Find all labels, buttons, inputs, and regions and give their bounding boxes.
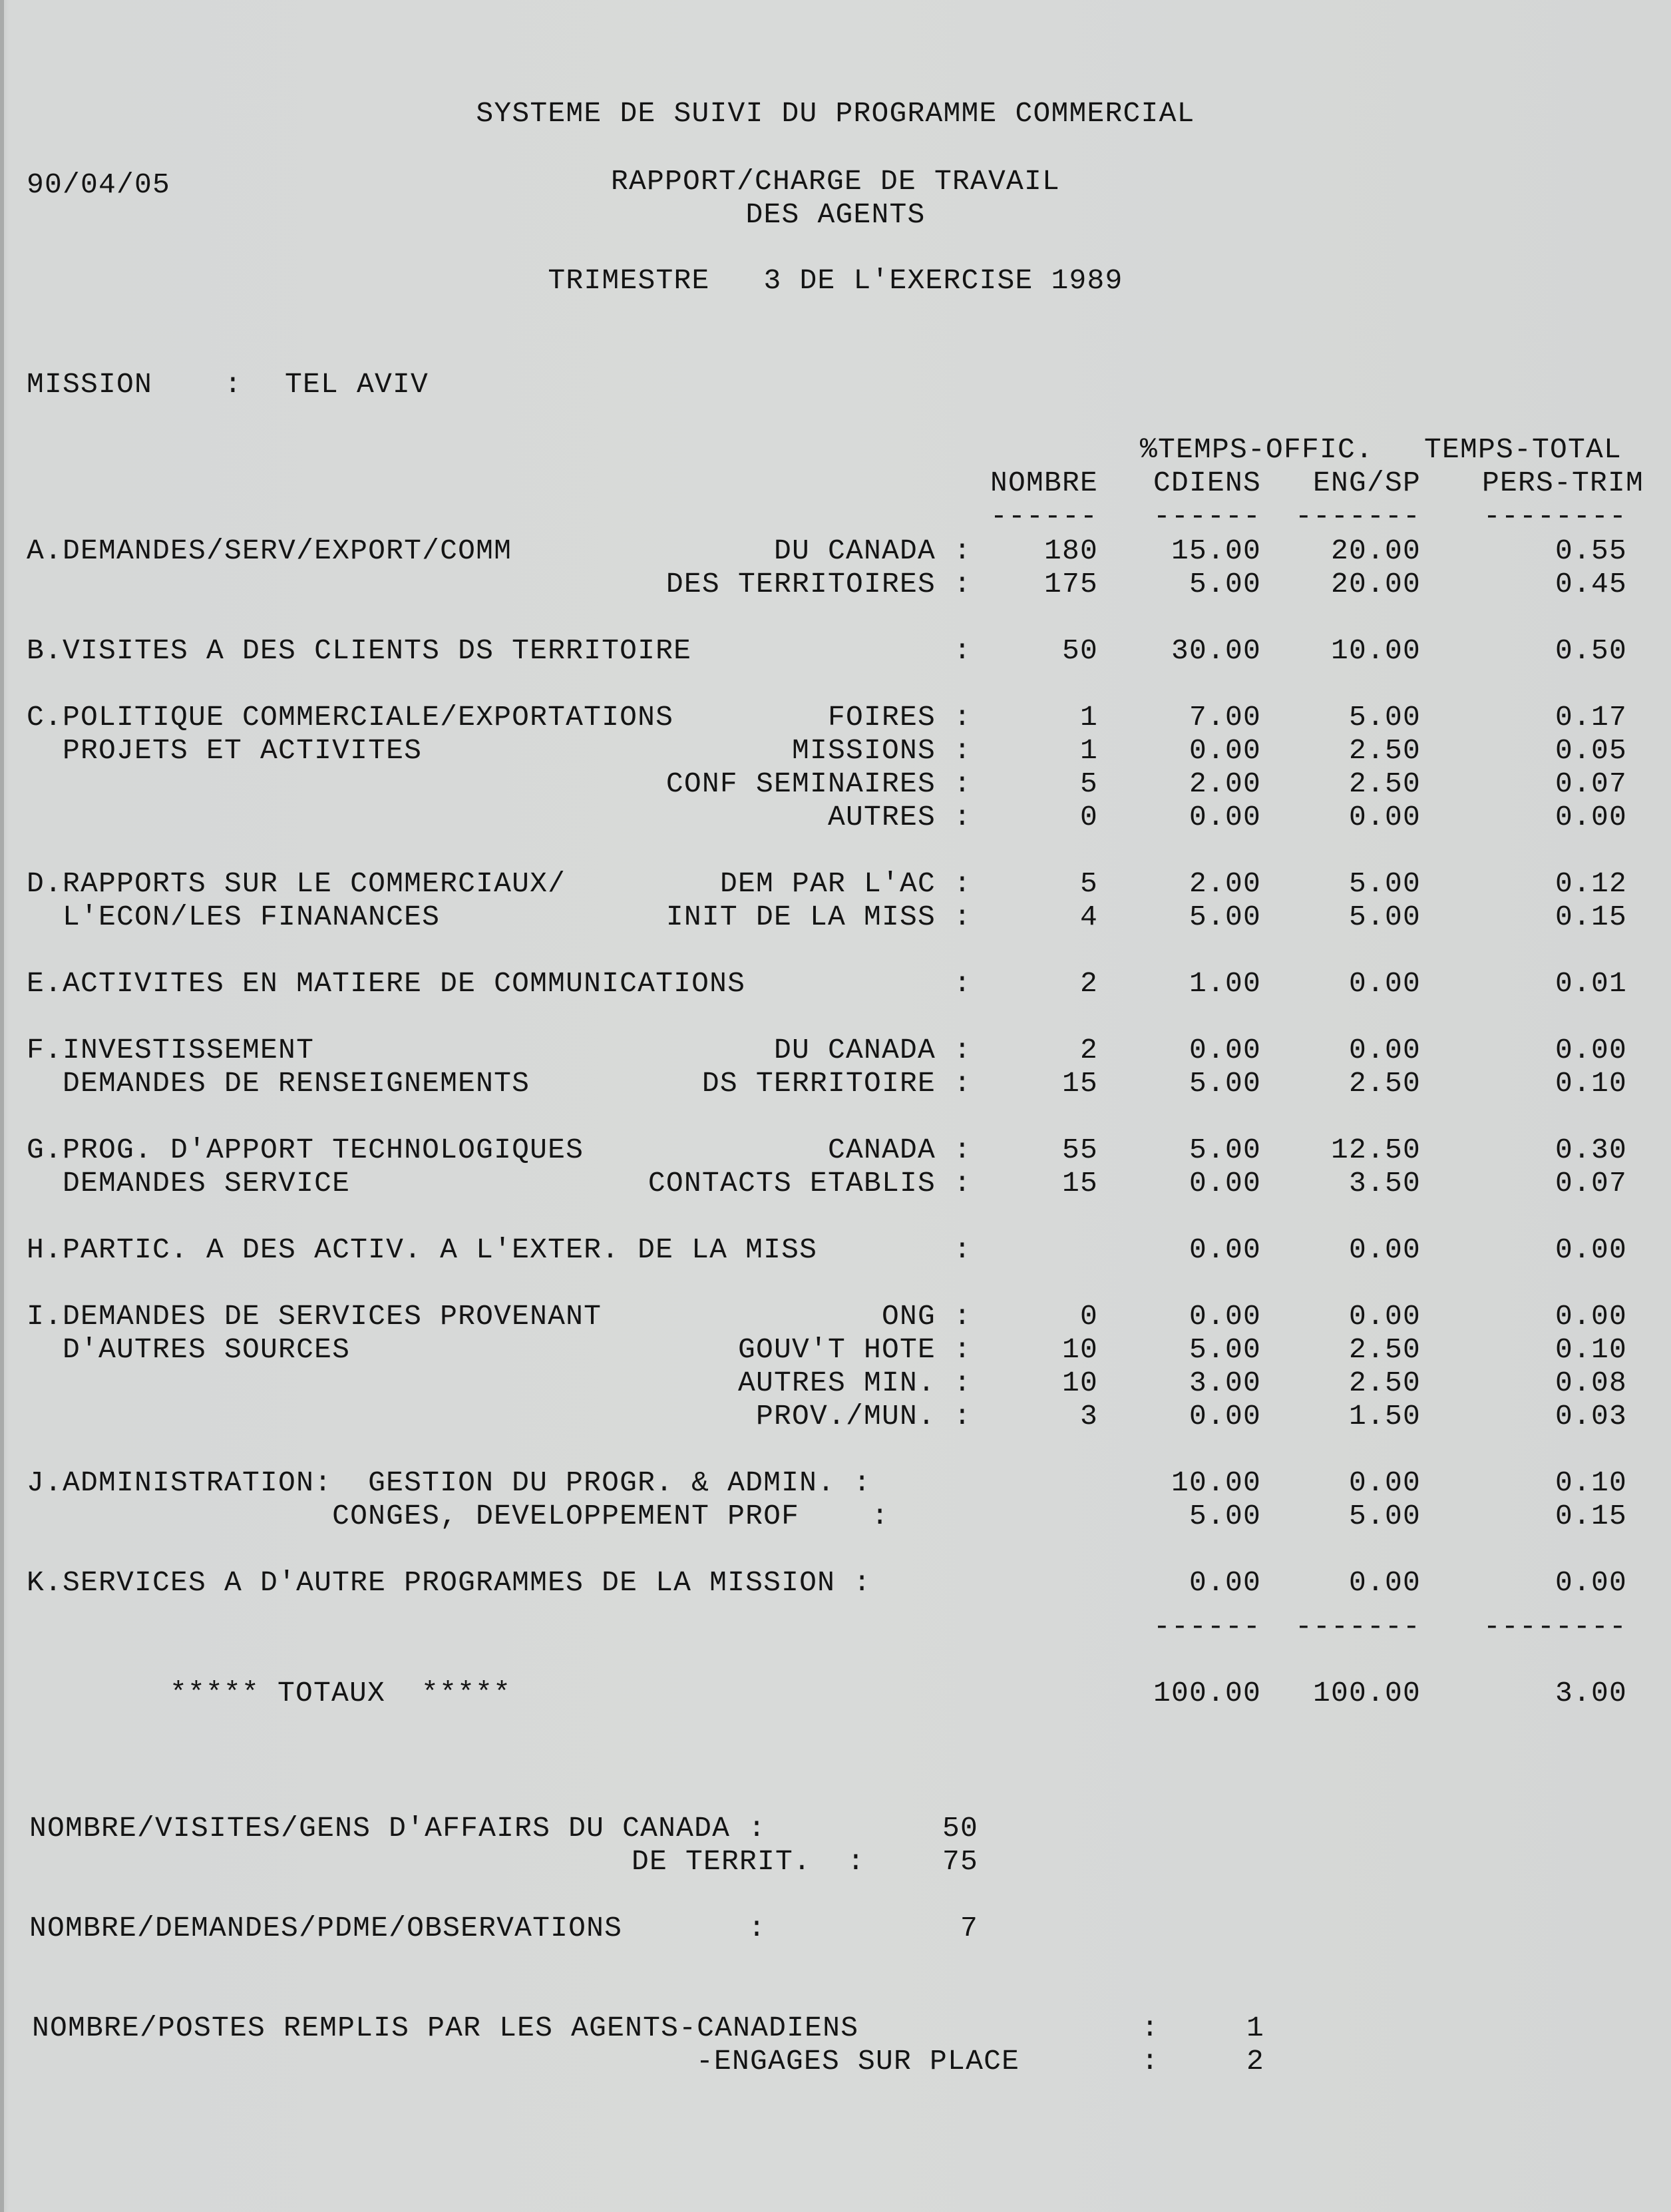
totals-rule-pers: --------	[1483, 1610, 1627, 1643]
col-header-cdiens: CDIENS	[1153, 467, 1261, 499]
row-sublabel: AUTRES MIN. :	[737, 1367, 972, 1399]
row-cdiens: 5.00	[1189, 568, 1261, 600]
row-pers-trim: 0.08	[1555, 1367, 1627, 1399]
row-eng-sp: 10.00	[1330, 634, 1421, 667]
row-cdiens: 15.00	[1171, 535, 1261, 567]
report-date: 90/04/05	[27, 168, 171, 201]
row-eng-sp: 3.50	[1348, 1167, 1421, 1200]
summary-demandes-value: 7	[960, 1912, 978, 1944]
row-pers-trim: 0.50	[1555, 634, 1627, 667]
row-sublabel: DS TERRITOIRE :	[701, 1067, 972, 1100]
row-label: A.DEMANDES/SERV/EXPORT/COMM	[27, 535, 512, 567]
row-eng-sp: 0.00	[1348, 1233, 1421, 1266]
col-rule-nombre: ------	[990, 500, 1098, 533]
row-pers-trim: 0.10	[1555, 1333, 1627, 1366]
row-cdiens: 0.00	[1189, 1167, 1261, 1200]
row-label: DEMANDES DE RENSEIGNEMENTS	[27, 1067, 530, 1100]
row-sublabel: CONF SEMINAIRES :	[665, 768, 972, 800]
row-pers-trim: 0.07	[1555, 768, 1627, 800]
row-nombre: 175	[1043, 568, 1098, 600]
row-cdiens: 5.00	[1189, 1500, 1261, 1532]
mission-label: MISSION :	[27, 368, 243, 401]
row-sublabel: FOIRES :	[827, 701, 972, 734]
row-label: PROJETS ET ACTIVITES	[27, 734, 423, 767]
row-cdiens: 3.00	[1189, 1367, 1261, 1399]
row-cdiens: 30.00	[1171, 634, 1261, 667]
col-header-pers-trim: PERS-TRIM	[1481, 467, 1644, 499]
row-eng-sp: 5.00	[1348, 1500, 1421, 1532]
row-label: D'AUTRES SOURCES	[27, 1333, 351, 1366]
row-sublabel: CANADA :	[827, 1134, 972, 1166]
row-label: CONGES, DEVELOPPEMENT PROF :	[27, 1500, 890, 1532]
row-cdiens: 0.00	[1189, 1034, 1261, 1066]
summary-postes-label: NOMBRE/POSTES REMPLIS PAR LES AGENTS-CANADIENS	[32, 2012, 859, 2044]
row-eng-sp: 2.50	[1348, 1333, 1421, 1366]
summary-engages-value: 2	[1246, 2045, 1264, 2078]
row-label: K.SERVICES A D'AUTRE PROGRAMMES DE LA MISSION :	[27, 1566, 872, 1599]
row-eng-sp: 20.00	[1330, 568, 1421, 600]
row-eng-sp: 0.00	[1348, 967, 1421, 1000]
row-label: E.ACTIVITES EN MATIERE DE COMMUNICATIONS	[27, 967, 746, 1000]
row-cdiens: 0.00	[1189, 1400, 1261, 1433]
totals-rule-cdiens: ------	[1153, 1610, 1261, 1643]
row-cdiens: 0.00	[1189, 1233, 1261, 1266]
row-pers-trim: 0.12	[1555, 867, 1627, 900]
row-sublabel: :	[953, 1233, 972, 1266]
row-nombre: 10	[1061, 1367, 1098, 1399]
row-sublabel: DU CANADA :	[773, 535, 972, 567]
report-title: SYSTEME DE SUIVI DU PROGRAMME COMMERCIAL	[476, 97, 1195, 130]
summary-engages-colon: :	[1141, 2045, 1160, 2078]
row-pers-trim: 0.55	[1555, 535, 1627, 567]
row-nombre: 3	[1079, 1400, 1098, 1433]
row-pers-trim: 0.01	[1555, 967, 1627, 1000]
row-eng-sp: 0.00	[1348, 1466, 1421, 1499]
row-pers-trim: 0.00	[1555, 1233, 1627, 1266]
row-pers-trim: 0.15	[1555, 901, 1627, 933]
row-nombre: 15	[1061, 1067, 1098, 1100]
row-nombre: 0	[1079, 1300, 1098, 1333]
summary-demandes-label: NOMBRE/DEMANDES/PDME/OBSERVATIONS :	[29, 1912, 767, 1944]
summary-visites-label: NOMBRE/VISITES/GENS D'AFFAIRS DU CANADA :	[29, 1812, 767, 1845]
row-eng-sp: 2.50	[1348, 768, 1421, 800]
row-nombre: 0	[1079, 801, 1098, 833]
row-nombre: 5	[1079, 867, 1098, 900]
row-nombre: 1	[1079, 734, 1098, 767]
row-sublabel: DES TERRITOIRES :	[665, 568, 972, 600]
row-sublabel: ONG :	[881, 1300, 972, 1333]
summary-engages-label: -ENGAGES SUR PLACE	[696, 2045, 1020, 2078]
row-pers-trim: 0.00	[1555, 1300, 1627, 1333]
summary-postes-canadiens: 1	[1246, 2012, 1264, 2044]
col-rule-eng: -------	[1294, 500, 1421, 533]
row-nombre: 2	[1079, 967, 1098, 1000]
row-sublabel: GOUV'T HOTE :	[737, 1333, 972, 1366]
row-label: D.RAPPORTS SUR LE COMMERCIAUX/	[27, 867, 566, 900]
row-label: DEMANDES SERVICE	[27, 1167, 351, 1200]
row-sublabel: PROV./MUN. :	[755, 1400, 972, 1433]
row-cdiens: 10.00	[1171, 1466, 1261, 1499]
summary-visites-canada: 50	[942, 1812, 978, 1845]
row-label: F.INVESTISSEMENT	[27, 1034, 315, 1066]
row-nombre: 50	[1061, 634, 1098, 667]
col-header-nombre: NOMBRE	[990, 467, 1098, 499]
row-sublabel: CONTACTS ETABLIS :	[648, 1167, 972, 1200]
row-label: H.PARTIC. A DES ACTIV. A L'EXTER. DE LA MISS	[27, 1233, 818, 1266]
row-nombre: 2	[1079, 1034, 1098, 1066]
row-eng-sp: 2.50	[1348, 1067, 1421, 1100]
row-cdiens: 5.00	[1189, 901, 1261, 933]
row-pers-trim: 0.05	[1555, 734, 1627, 767]
row-label: G.PROG. D'APPORT TECHNOLOGIQUES	[27, 1134, 584, 1166]
totals-rule-eng: -------	[1294, 1610, 1421, 1643]
row-sublabel: :	[953, 967, 972, 1000]
scan-edge	[0, 0, 4, 2212]
row-cdiens: 0.00	[1189, 801, 1261, 833]
row-pers-trim: 0.07	[1555, 1167, 1627, 1200]
row-pers-trim: 0.03	[1555, 1400, 1627, 1433]
row-nombre: 5	[1079, 768, 1098, 800]
row-pers-trim: 0.30	[1555, 1134, 1627, 1166]
row-eng-sp: 1.50	[1348, 1400, 1421, 1433]
row-eng-sp: 5.00	[1348, 701, 1421, 734]
row-eng-sp: 2.50	[1348, 1367, 1421, 1399]
col-group-temps-total: TEMPS-TOTAL	[1424, 433, 1622, 466]
row-eng-sp: 0.00	[1348, 1300, 1421, 1333]
row-pers-trim: 0.00	[1555, 1034, 1627, 1066]
row-sublabel: AUTRES :	[827, 801, 972, 833]
totals-cdiens: 100.00	[1153, 1677, 1261, 1709]
row-nombre: 4	[1079, 901, 1098, 933]
row-eng-sp: 12.50	[1330, 1134, 1421, 1166]
row-eng-sp: 20.00	[1330, 535, 1421, 567]
row-cdiens: 0.00	[1189, 1566, 1261, 1599]
row-sublabel: MISSIONS :	[791, 734, 972, 767]
col-group-temps-offic: %TEMPS-OFFIC.	[1140, 433, 1374, 466]
row-cdiens: 2.00	[1189, 768, 1261, 800]
row-cdiens: 2.00	[1189, 867, 1261, 900]
report-subtitle-line2: DES AGENTS	[745, 198, 926, 231]
row-nombre: 1	[1079, 701, 1098, 734]
row-pers-trim: 0.10	[1555, 1466, 1627, 1499]
row-label: L'ECON/LES FINANANCES	[27, 901, 441, 933]
row-sublabel: INIT DE LA MISS :	[665, 901, 972, 933]
row-cdiens: 5.00	[1189, 1333, 1261, 1366]
row-sublabel: DU CANADA :	[773, 1034, 972, 1066]
row-pers-trim: 0.45	[1555, 568, 1627, 600]
row-pers-trim: 0.17	[1555, 701, 1627, 734]
summary-postes-colon: :	[1141, 2012, 1160, 2044]
row-label: I.DEMANDES DE SERVICES PROVENANT	[27, 1300, 602, 1333]
totals-pers: 3.00	[1555, 1677, 1627, 1709]
row-cdiens: 7.00	[1189, 701, 1261, 734]
row-cdiens: 5.00	[1189, 1134, 1261, 1166]
row-eng-sp: 5.00	[1348, 901, 1421, 933]
row-eng-sp: 5.00	[1348, 867, 1421, 900]
row-eng-sp: 0.00	[1348, 1034, 1421, 1066]
row-pers-trim: 0.10	[1555, 1067, 1627, 1100]
totals-label: ***** TOTAUX *****	[170, 1677, 512, 1709]
mission-value: TEL AVIV	[285, 368, 429, 401]
totals-eng: 100.00	[1312, 1677, 1421, 1709]
row-label: J.ADMINISTRATION: GESTION DU PROGR. & ADMIN. :	[27, 1466, 872, 1499]
row-eng-sp: 2.50	[1348, 734, 1421, 767]
row-nombre: 180	[1043, 535, 1098, 567]
row-sublabel: :	[953, 634, 972, 667]
col-rule-cdiens: ------	[1153, 500, 1261, 533]
report-subtitle-line1: RAPPORT/CHARGE DE TRAVAIL	[610, 165, 1061, 198]
row-eng-sp: 0.00	[1348, 1566, 1421, 1599]
row-cdiens: 1.00	[1189, 967, 1261, 1000]
summary-visites-territ: 75	[942, 1845, 978, 1878]
row-pers-trim: 0.00	[1555, 1566, 1627, 1599]
row-sublabel: DEM PAR L'AC :	[719, 867, 972, 900]
row-eng-sp: 0.00	[1348, 801, 1421, 833]
row-pers-trim: 0.15	[1555, 1500, 1627, 1532]
report-period: TRIMESTRE 3 DE L'EXERCISE 1989	[548, 264, 1123, 297]
col-header-eng-sp: ENG/SP	[1312, 467, 1421, 499]
row-pers-trim: 0.00	[1555, 801, 1627, 833]
row-cdiens: 0.00	[1189, 1300, 1261, 1333]
row-cdiens: 0.00	[1189, 734, 1261, 767]
col-rule-pers: --------	[1483, 500, 1627, 533]
summary-territ-label: DE TERRIT. :	[631, 1845, 865, 1878]
row-nombre: 10	[1061, 1333, 1098, 1366]
row-label: C.POLITIQUE COMMERCIALE/EXPORTATIONS	[27, 701, 674, 734]
row-nombre: 55	[1061, 1134, 1098, 1166]
row-cdiens: 5.00	[1189, 1067, 1261, 1100]
row-label: B.VISITES A DES CLIENTS DS TERRITOIRE	[27, 634, 692, 667]
row-nombre: 15	[1061, 1167, 1098, 1200]
